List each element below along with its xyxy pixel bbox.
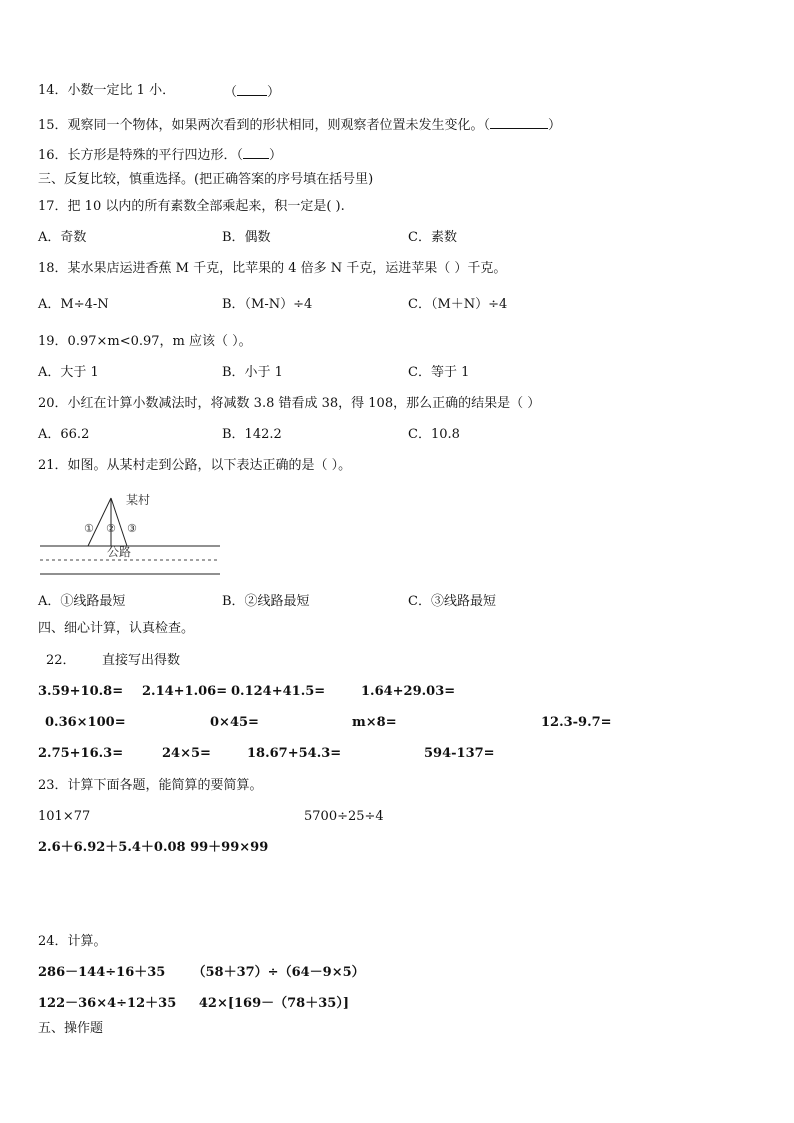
village-label: 某村: [126, 493, 151, 507]
calc-item: 101×77: [38, 809, 91, 824]
calc-item: 2.14+1.06=: [142, 684, 228, 699]
calc-item: 122－36×4÷12＋35 42×[169－（78＋35）]: [38, 996, 349, 1011]
answer-blank[interactable]: [243, 146, 269, 159]
calc-item: 24×5=: [162, 746, 211, 761]
question-19-text: 19．0.97×m<0.97，m 应该（ ）。: [38, 334, 252, 349]
option-19-c[interactable]: C．等于 1: [408, 365, 470, 380]
calc-item: 3.59+10.8=: [38, 684, 124, 699]
option-20-a[interactable]: A．66.2: [38, 427, 90, 442]
calc-item: 2.75+16.3=: [38, 746, 124, 761]
option-21-a[interactable]: A．①线路最短: [38, 594, 126, 609]
calc-item: 12.3-9.7=: [541, 715, 612, 730]
question-23-title: 23．计算下面各题，能简算的要简算。: [38, 778, 263, 793]
option-17-a[interactable]: A．奇数: [38, 230, 87, 245]
calc-item: 1.64+29.03=: [361, 684, 456, 699]
option-19-a[interactable]: A．大于 1: [38, 365, 99, 380]
option-18-c[interactable]: C．（M＋N）÷4: [408, 297, 508, 312]
calc-item: 0×45=: [210, 715, 259, 730]
question-16: [38, 146, 282, 164]
route-3-label: ③: [127, 522, 137, 535]
section-4-title: 四、细心计算，认真检查。: [38, 621, 195, 636]
option-20-c[interactable]: C．10.8: [408, 427, 460, 442]
calc-item: 0.124+41.5=: [231, 684, 326, 699]
answer-paren-close: ）: [269, 148, 283, 163]
question-21-text: 21．如图。从某村走到公路，以下表达正确的是（ ）。: [38, 458, 352, 473]
question-16-text: 16．长方形是特殊的平行四边形．（: [38, 148, 244, 163]
question-15: [38, 116, 561, 134]
question-14-answer[interactable]: [224, 83, 280, 101]
calc-item: 0.36×100=: [45, 715, 126, 730]
question-22-number: 22．: [46, 653, 76, 668]
answer-paren-close: ）: [548, 118, 562, 133]
route-1-label: ①: [84, 522, 94, 535]
question-15-text: 15．观察同一个物体，如果两次看到的形状相同，则观察者位置未发生变化。（: [38, 118, 491, 133]
calc-item: 286－144÷16＋35 （58＋37）÷（64－9×5）: [38, 965, 365, 980]
calc-item: m×8=: [352, 715, 397, 730]
option-21-c[interactable]: C．③线路最短: [408, 594, 496, 609]
calc-item: 2.6＋6.92＋5.4＋0.08 99＋99×99: [38, 840, 269, 855]
village-road-figure: [36, 488, 226, 580]
route-2-label: ②: [106, 522, 116, 535]
option-17-c[interactable]: C．素数: [408, 230, 457, 245]
question-22-title: 直接写出得数: [102, 653, 181, 668]
option-19-b[interactable]: B．小于 1: [222, 365, 283, 380]
option-21-b[interactable]: B．②线路最短: [222, 594, 310, 609]
question-17-text: 17．把 10 以内的所有素数全部乘起来，积一定是( ).: [38, 199, 345, 214]
answer-paren-open: （: [224, 85, 238, 100]
section-5-title: 五、操作题: [38, 1021, 104, 1036]
option-20-b[interactable]: B．142.2: [222, 427, 282, 442]
calc-item: 594-137=: [424, 746, 495, 761]
option-17-b[interactable]: B．偶数: [222, 230, 271, 245]
answer-paren-close: ）: [267, 85, 281, 100]
road-label: 公路: [107, 545, 132, 559]
question-24-title: 24．计算。: [38, 934, 107, 949]
answer-blank[interactable]: [490, 116, 548, 129]
question-14: [38, 83, 175, 99]
question-18-text: 18．某水果店运进香蕉 M 千克，比苹果的 4 倍多 N 千克，运进苹果（ ）千克。: [38, 261, 507, 276]
question-14-text: 14．小数一定比 1 小．: [38, 83, 176, 98]
calc-item: 18.67+54.3=: [247, 746, 342, 761]
calc-item: 5700÷25÷4: [304, 809, 384, 824]
option-18-b[interactable]: B．（M-N）÷4: [222, 297, 313, 312]
option-18-a[interactable]: A．M÷4-N: [38, 297, 109, 312]
section-3-title: 三、反复比较，慎重选择。(把正确答案的序号填在括号里): [38, 172, 374, 187]
question-20-text: 20．小红在计算小数减法时，将减数 3.8 错看成 38，得 108，那么正确的结果是（ ）: [38, 396, 541, 411]
answer-blank[interactable]: [237, 83, 267, 96]
